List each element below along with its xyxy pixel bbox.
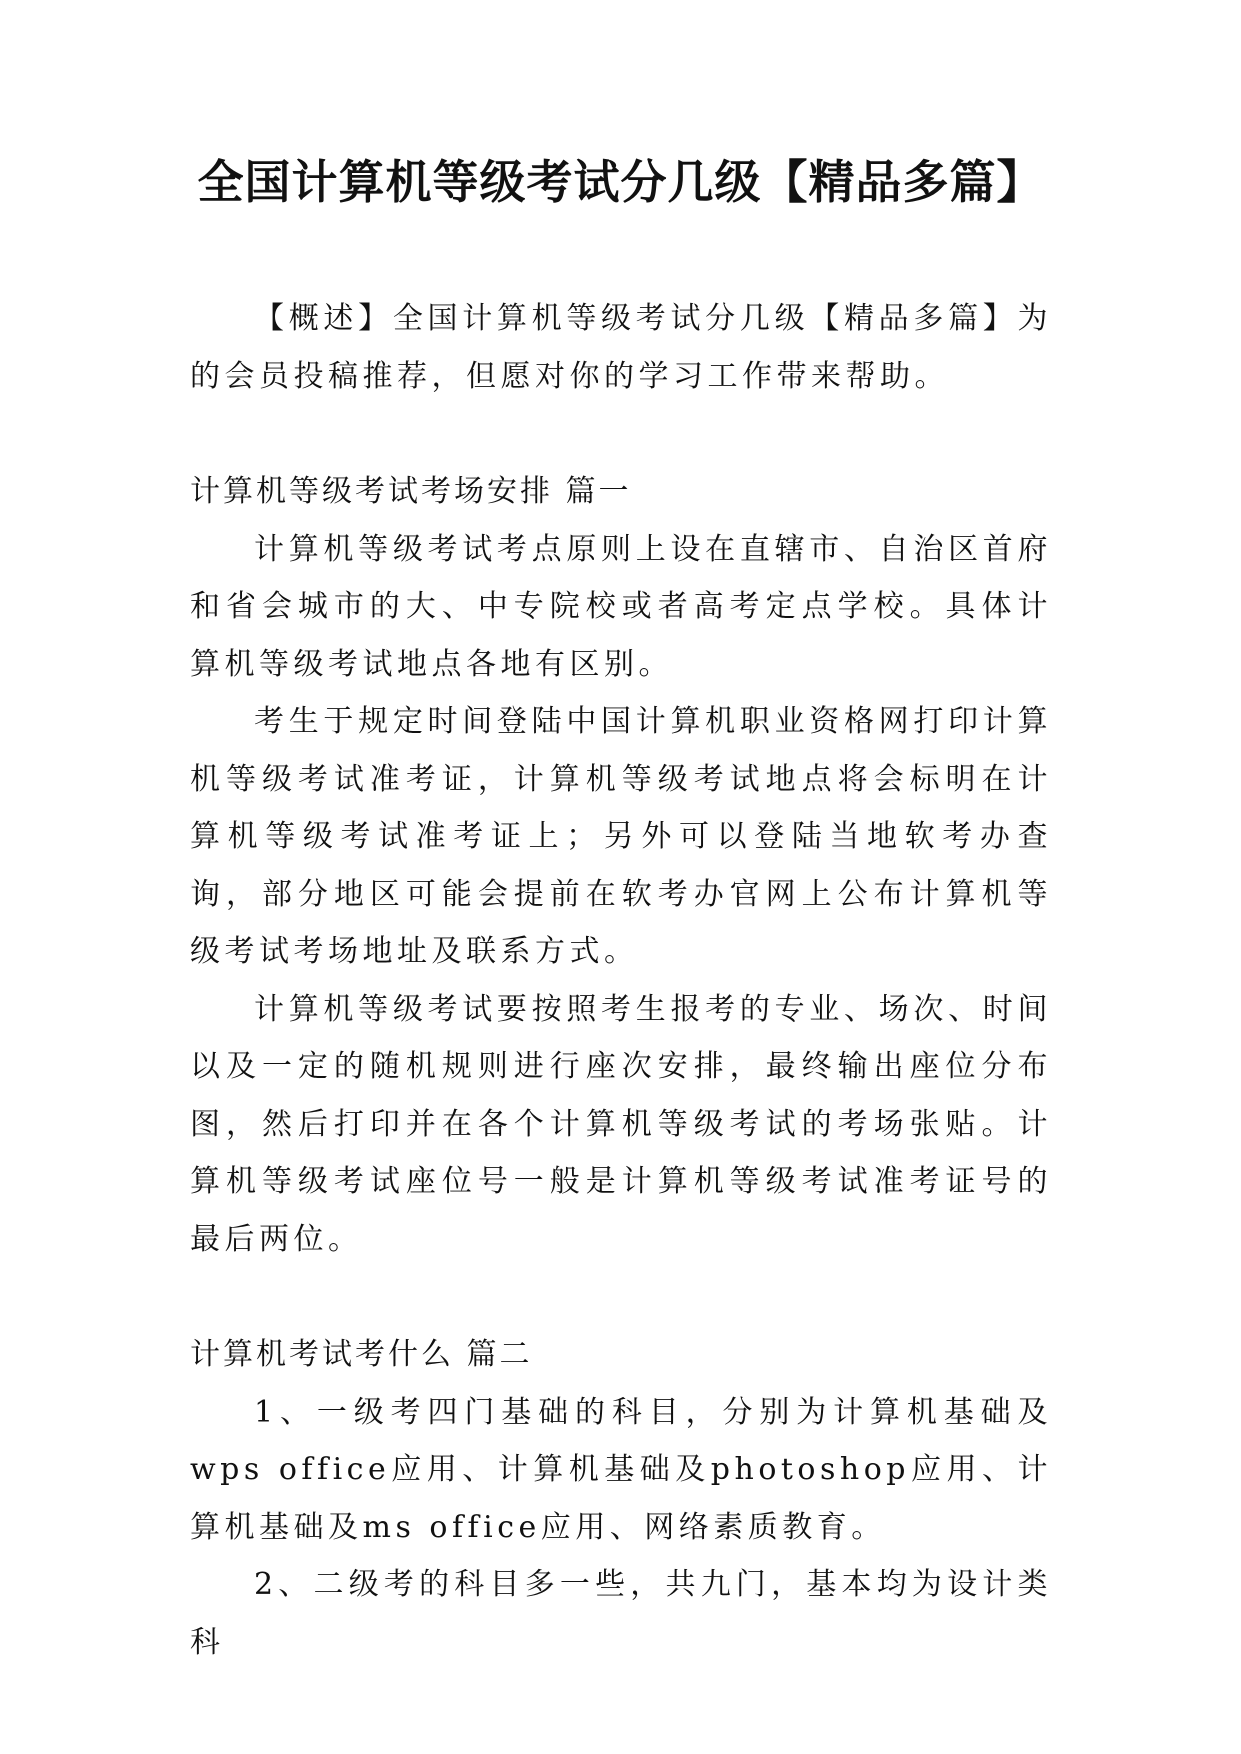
section-paragraph: 考生于规定时间登陆中国计算机职业资格网打印计算机等级考试准考证，计算机等级考试地点将会标明在计算机等级考试准考证上；另外可以登陆当地软考办查询，部分地区可能会提前在软考办官网上公布计算机等级考试考场地址及联系方式。: [190, 704, 1052, 969]
section-paragraph: 2、二级考的科目多一些，共九门，基本均为设计类科: [190, 1567, 1052, 1660]
section-1: [190, 463, 1052, 1268]
document-title: 全国计算机等级考试分几级【精品多篇】: [197, 155, 1044, 209]
section-2: [190, 1326, 1052, 1671]
document-body: [190, 290, 1052, 1671]
section-paragraph: 计算机等级考试要按照考生报考的专业、场次、时间以及一定的随机规则进行座次安排，最终输出座位分布图，然后打印并在各个计算机等级考试的考场张贴。计算机等级考试座位号一般是计算机等级考试准考证号的最后两位。: [190, 991, 1052, 1257]
section-heading: 计算机考试考什么 篇二: [190, 1337, 533, 1372]
section-gap: [190, 405, 1052, 463]
summary-paragraph: 【概述】全国计算机等级考试分几级【精品多篇】为的会员投稿推荐，但愿对你的学习工作带来帮助。: [190, 301, 1052, 394]
section-gap: [190, 1268, 1052, 1326]
section-heading: 计算机等级考试考场安排 篇一: [190, 474, 632, 509]
section-paragraph: 1、一级考四门基础的科目，分别为计算机基础及wps office应用、计算机基础及photoshop应用、计算机基础及ms office应用、网络素质教育。: [190, 1394, 1052, 1545]
section-paragraph: 计算机等级考试考点原则上设在直辖市、自治区首府和省会城市的大、中专院校或者高考定点学校。具体计算机等级考试地点各地有区别。: [190, 531, 1052, 682]
